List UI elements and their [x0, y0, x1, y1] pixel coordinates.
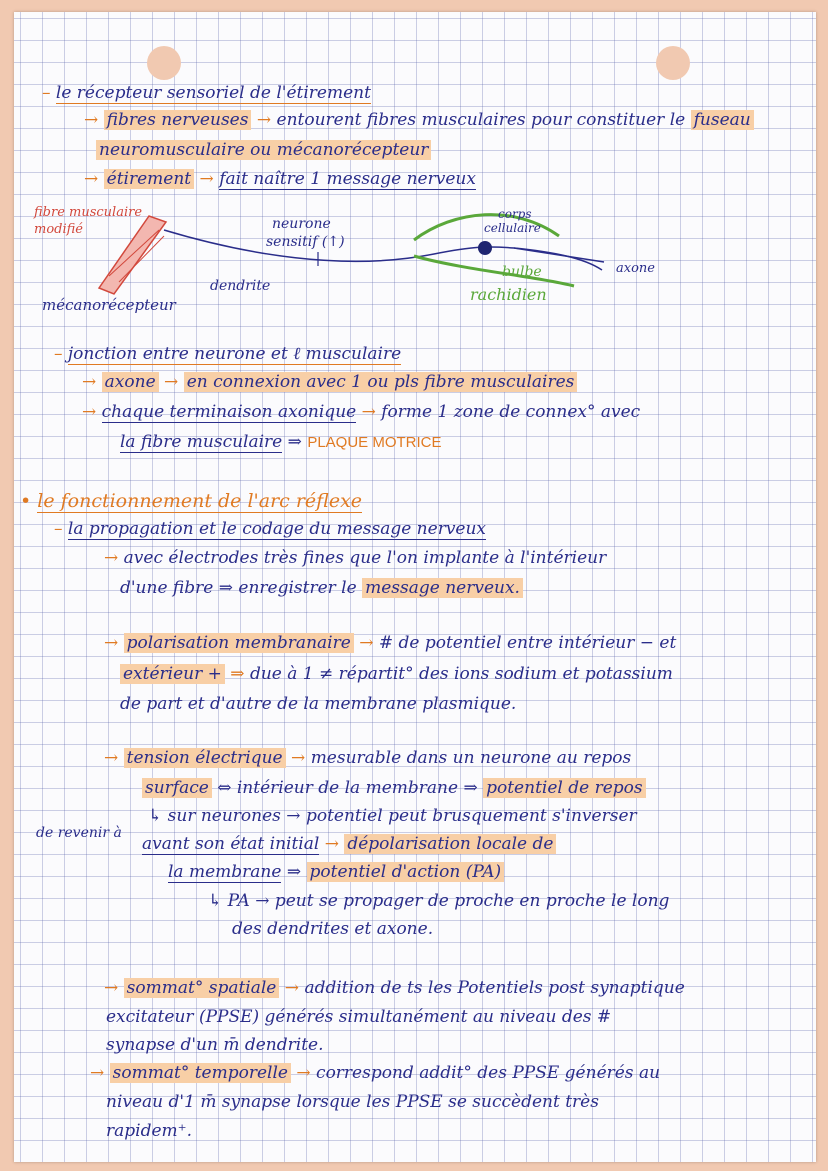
- tension-margin-note: de revenir à: [36, 825, 122, 841]
- label-bulbe: bulbe: [502, 264, 542, 280]
- receptor-line-1: → fibres nerveuses → entourent fibres musculaires pour constituer le fuseau: [84, 109, 754, 131]
- receptor-line-3: → étirement → fait naître 1 message nerveux: [84, 169, 476, 189]
- label-dendrite: dendrite: [210, 278, 271, 294]
- electrodes-line-1: → avec électrodes très fines que l'on implante à l'intérieur: [104, 548, 607, 568]
- label-axone: axone: [616, 261, 655, 276]
- tension-line-7: des dendrites et axone.: [232, 919, 434, 939]
- label-cellulaire: cellulaire: [484, 221, 541, 235]
- punch-hole-left: [147, 46, 181, 80]
- label-rachidien: rachidien: [470, 285, 547, 304]
- receptor-line-2: neuromusculaire ou mécanorécepteur: [96, 139, 431, 161]
- spatial-line-2: excitateur (PPSE) générés simultanément au niveau des #: [106, 1007, 612, 1027]
- spatial-line-3: synapse d'un m̄ dendrite.: [106, 1035, 324, 1055]
- label-fibre-line2: modifié: [34, 222, 83, 237]
- label-neurone: neurone: [272, 216, 331, 232]
- section-junction-heading: – jonction entre neurone et ℓ musculaire: [54, 344, 402, 364]
- section-arc-heading: • le fonctionnement de l'arc réflexe: [20, 490, 363, 512]
- propagation-subheading: – la propagation et le codage du message nerveux: [54, 519, 487, 539]
- section-receptor-heading: – le récepteur sensoriel de l'étirement: [42, 83, 371, 103]
- electrodes-line-2: d'une fibre ⇒ enregistrer le message nerveux.: [120, 577, 523, 599]
- axon-extension: [514, 248, 604, 262]
- polarisation-line-1: → polarisation membranaire → # de potentiel entre intérieur − et: [104, 633, 677, 653]
- spatial-line-1: → sommat° spatiale → addition de ts les Potentiels post synaptique: [104, 978, 685, 998]
- junction-line-3: la fibre musculaire ⇒ PLAQUE MOTRICE: [120, 432, 442, 452]
- tension-line-3: ↳ sur neurones → potentiel peut brusquement s'inverser: [148, 806, 637, 826]
- tension-line-2: surface ⇔ intérieur de la membrane ⇒ potentiel de repos: [142, 777, 646, 799]
- plaque-motrice-label: PLAQUE MOTRICE: [307, 434, 442, 451]
- label-sensitif: sensitif (↑): [266, 234, 345, 250]
- junction-line-1: → axone → en connexion avec 1 ou pls fibre musculaires: [82, 371, 577, 393]
- label-mecanorecepteur: mécanorécepteur: [42, 296, 176, 314]
- temporal-line-2: niveau d'1 m̄ synapse lorsque les PPSE se succèdent très: [106, 1092, 599, 1112]
- notebook-page: [14, 12, 816, 1162]
- tension-line-5: la membrane ⇒ potentiel d'action (PA): [168, 861, 504, 883]
- punch-hole-right: [656, 46, 690, 80]
- polarisation-line-3: de part et d'autre de la membrane plasmique.: [120, 694, 517, 714]
- tension-line-1: → tension électrique → mesurable dans un neurone au repos: [104, 748, 632, 768]
- label-corps: corps: [498, 207, 532, 221]
- label-fibre-line1: fibre musculaire: [34, 205, 143, 220]
- temporal-line-1: → sommat° temporelle → correspond addit° des PPSE générés au: [90, 1063, 661, 1083]
- neuron-diagram: [14, 196, 816, 316]
- cell-body-dot: [478, 241, 492, 255]
- polarisation-line-2: extérieur + ⇒ due à 1 ≠ répartit° des ions sodium et potassium: [120, 663, 673, 685]
- tension-line-4: avant son état initial → dépolarisation locale de: [142, 833, 556, 855]
- tension-line-6: ↳ PA → peut se propager de proche en proche le long: [208, 891, 670, 911]
- temporal-line-3: rapidem⁺.: [106, 1121, 193, 1141]
- junction-line-2: → chaque terminaison axonique → forme 1 zone de connex° avec: [82, 402, 641, 422]
